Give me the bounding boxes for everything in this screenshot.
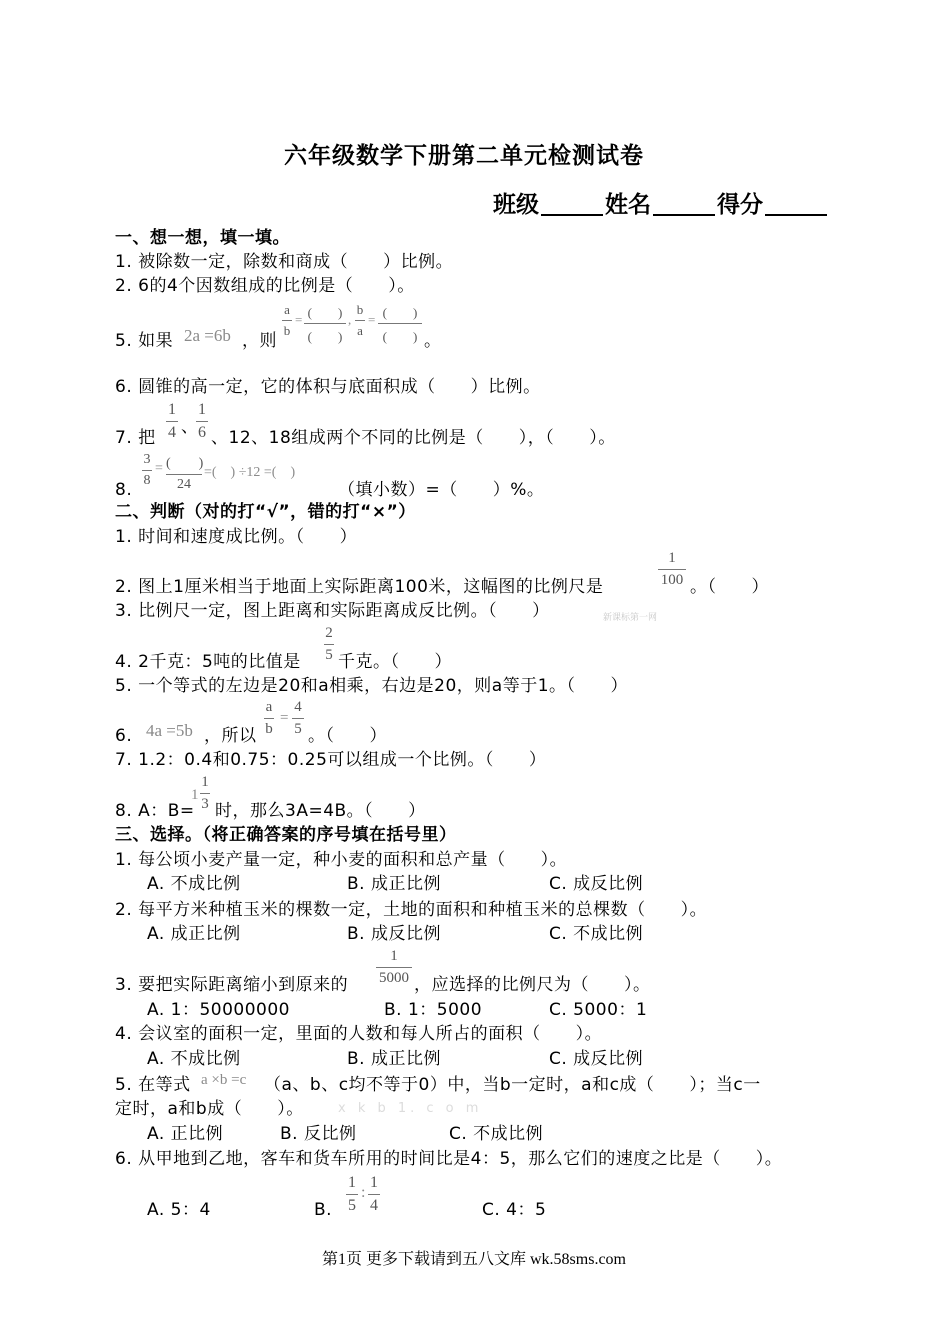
s2-question-6-mid: ，所以: [204, 726, 257, 746]
s2-question-6-rest: 。（ ）: [308, 726, 387, 746]
s2-question-2-prefix: 2. 图上1厘米相当于地面上实际距离100米，这幅图的比例尺是: [115, 577, 604, 597]
s2-q6-equals: =: [280, 710, 289, 726]
s2-q6-fraction-a-b: a b: [265, 699, 273, 737]
s2-question-4-prefix: 4. 2千克：5吨的比值是: [115, 652, 301, 672]
s3-q4-option-b: B. 成正比例: [347, 1049, 441, 1069]
score-blank: [765, 192, 827, 216]
s2-question-5: 5. 一个等式的左边是20和a相乘，右边是20，则a等于1。（ ）: [115, 676, 629, 696]
s3-q6-fraction-1-4: 1 4: [370, 1174, 378, 1214]
s3-q2-option-b: B. 成反比例: [347, 924, 441, 944]
s3-q5-option-a: A. 正比例: [147, 1124, 224, 1144]
section-2-heading: 二、判断（对的打“√”，错的打“×”）: [115, 502, 416, 522]
s3-q6-fraction-1-5: 1 5: [348, 1174, 356, 1214]
s1-question-7-rest: 、12、18组成两个不同的比例是（ ），（ ）。: [211, 428, 616, 448]
s1-question-5-equation: 2a =6b: [184, 326, 231, 345]
s3-q5-option-c: C. 不成比例: [449, 1124, 544, 1144]
s3-q1-option-a: A. 不成比例: [147, 874, 241, 894]
s3-q6-option-c: C. 4：5: [482, 1200, 547, 1220]
s1-q5-fraction-b-a: b a: [356, 302, 364, 338]
s3-q3-option-a: A. 1：50000000: [147, 1000, 290, 1020]
s2-q4-fraction-2-5: 2 5: [325, 625, 333, 663]
s1-q7-fraction-1-6: 1 6: [198, 401, 206, 441]
s1-q5-fraction-blank-1: ( ) ( ): [304, 302, 346, 345]
watermark-xkb1-url: x k b 1. c o m: [338, 1101, 483, 1116]
s1-q7-separator: 、: [181, 417, 199, 437]
page-title: 六年级数学下册第二单元检测试卷: [284, 143, 644, 169]
s2-question-2-rest: 。（ ）: [690, 577, 769, 597]
s2-question-4-rest: 千克。（ ）: [338, 652, 452, 672]
s1-q8-fraction-blank-24: ( ) 24: [166, 456, 204, 492]
s3-q3-fraction-1-5000: 1 5000: [376, 948, 412, 987]
s1-q5-fraction-a-b: a b: [283, 302, 291, 338]
s3-question-5-equation: a ×b =c: [201, 1072, 247, 1088]
s2-question-8-rest: 时，那么3A=4B。（ ）: [215, 801, 426, 821]
s2-question-1: 1. 时间和速度成比例。（ ）: [115, 527, 358, 547]
class-label: 班级: [493, 192, 539, 218]
s2-q2-fraction-1-100: 1 100: [658, 550, 686, 589]
s3-q3-option-b: B. 1：5000: [384, 1000, 483, 1020]
name-blank: [653, 192, 715, 216]
s3-q4-option-c: C. 成反比例: [549, 1049, 644, 1069]
s3-q3-option-c: C. 5000：1: [549, 1000, 648, 1020]
s1-question-7-prefix: 7. 把: [115, 428, 156, 448]
s1-question-8-rest: （填小数）=（ ）%。: [338, 480, 545, 500]
s3-question-3-rest: ，应选择的比例尺为（ ）。: [414, 975, 651, 995]
s1-q5-fraction-blank-2: ( ) ( ): [378, 302, 422, 345]
s1-question-5-mid: ，则: [242, 331, 277, 351]
s3-q6-option-b-label: B.: [314, 1200, 333, 1220]
s2-question-3: 3. 比例尺一定，图上距离和实际距离成反比例。（ ）: [115, 601, 550, 621]
s1-question-2: 2. 6的4个因数组成的比例是（ ）。: [115, 276, 415, 296]
s1-question-8-prefix: 8.: [115, 480, 133, 500]
s1-q5-equals-2: =: [368, 312, 376, 327]
s1-question-1: 1. 被除数一定，除数和商成（ ）比例。: [115, 252, 454, 272]
s3-q1-option-c: C. 成反比例: [549, 874, 644, 894]
s3-q4-option-a: A. 不成比例: [147, 1049, 241, 1069]
s3-q6-option-a: A. 5：4: [147, 1200, 211, 1220]
class-blank: [541, 192, 603, 216]
watermark-xkb1: 新课标第一网: [603, 613, 658, 623]
page-footer: 第1页 更多下载请到五八文库 wk.58sms.com: [322, 1251, 627, 1268]
s1-q7-fraction-1-4: 1 4: [168, 401, 176, 441]
section-3-heading: 三、选择。（将正确答案的序号填在括号里）: [115, 825, 457, 845]
s1-question-5-prefix: 5. 如果: [115, 331, 174, 351]
s3-question-5-rest: （a、b、c均不等于0）中，当b一定时，a和c成（ ）；当c一: [264, 1075, 761, 1095]
s3-q2-option-c: C. 不成比例: [549, 924, 644, 944]
s3-question-4: 4. 会议室的面积一定，里面的人数和每人所占的面积（ ）。: [115, 1024, 603, 1044]
s1-question-6: 6. 圆锥的高一定，它的体积与底面积成（ ）比例。: [115, 377, 541, 397]
s2-question-6-equation: 4a =5b: [146, 721, 193, 740]
s2-q6-fraction-4-5: 4 5: [292, 699, 304, 738]
s3-q5-option-b: B. 反比例: [280, 1124, 357, 1144]
s2-q8-fraction-1-3: 1 3: [201, 774, 209, 812]
section-1-heading: 一、想一想，填一填。: [115, 228, 290, 248]
score-label: 得分: [717, 192, 763, 218]
s3-question-3-prefix: 3. 要把实际距离缩小到原来的: [115, 975, 349, 995]
s3-question-6: 6. 从甲地到乙地，客车和货车所用的时间比是4：5，那么它们的速度之比是（ ）。: [115, 1149, 783, 1169]
s3-question-5-line-2: 定时，a和b成（ ）。: [115, 1099, 304, 1119]
s1-q5-equals-1: =: [295, 312, 303, 327]
s2-question-6-prefix: 6.: [115, 726, 133, 746]
s3-q1-option-b: B. 成正比例: [347, 874, 441, 894]
s2-question-7: 7. 1.2：0.4和0.75：0.25可以组成一个比例。（ ）: [115, 750, 547, 770]
s2-question-8-prefix: 8. A：B=: [115, 801, 195, 821]
s3-question-1: 1. 每公顷小麦产量一定，种小麦的面积和总产量（ ）。: [115, 850, 568, 870]
s3-question-5-prefix: 5. 在等式: [115, 1075, 191, 1095]
student-info-line: [493, 186, 829, 219]
s3-q2-option-a: A. 成正比例: [147, 924, 241, 944]
s1-q8-division-chain: =( ) ÷12 =( ): [204, 465, 296, 480]
s1-q5-comma: ,: [348, 312, 352, 327]
s3-question-2: 2. 每平方米种植玉米的棵数一定，土地的面积和种植玉米的总棵数（ ）。: [115, 900, 708, 920]
s3-q6-colon: :: [361, 1184, 366, 1201]
s2-q8-whole-number: 1: [191, 787, 199, 803]
name-label: 姓名: [605, 192, 651, 218]
s1-question-5-end: 。: [424, 331, 442, 351]
s1-q8-equals: =: [155, 461, 163, 476]
s1-q8-fraction-3-8: 3 8: [143, 452, 151, 488]
